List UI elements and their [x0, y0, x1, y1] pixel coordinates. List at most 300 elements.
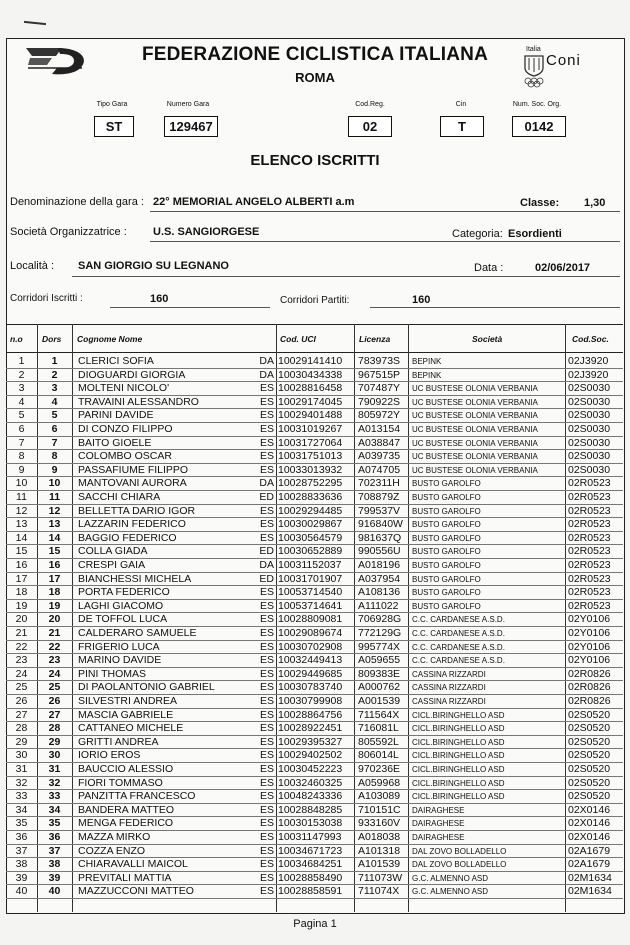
- societa-underline: [150, 241, 620, 242]
- row-team: BEPINK: [412, 370, 442, 380]
- row-team-code: 02S0030: [568, 409, 611, 422]
- row-uci-code: 10030434338: [278, 368, 343, 381]
- table-row: [6, 600, 623, 614]
- row-uci-code: 10030783740: [278, 681, 343, 694]
- row-dorsal: 5: [51, 409, 58, 422]
- row-team: CICL.BIRINGHELLO ASD: [412, 765, 505, 774]
- row-team-code: 02Y0106: [568, 654, 611, 667]
- row-license: 995774X: [358, 640, 401, 653]
- row-license: 799537V: [358, 504, 401, 517]
- table-row: [6, 695, 623, 709]
- table-row: [6, 654, 623, 668]
- row-team: C.C. CARDANESE A.S.D.: [412, 656, 505, 666]
- pen-mark: [24, 21, 46, 25]
- row-team: CICL.BIRINGHELLO ASD: [412, 778, 505, 788]
- row-uci-code: 10033013932: [278, 463, 343, 476]
- table-row: [6, 763, 623, 777]
- row-name: MENGA FEDERICO: [78, 817, 174, 830]
- row-team-code: 02R0523: [568, 518, 611, 531]
- row-name: CLERICI SOFIA: [78, 355, 154, 367]
- row-number: 4: [18, 395, 25, 408]
- row-number: 3: [18, 382, 25, 395]
- row-number: 11: [16, 491, 27, 503]
- row-dorsal: 10: [48, 477, 61, 490]
- row-team: BUSTO GAROLFO: [412, 561, 481, 570]
- row-team-code: 02J3920: [568, 368, 609, 381]
- row-category: ES: [259, 708, 274, 721]
- row-team-code: 02R0523: [568, 504, 611, 517]
- row-category: ES: [259, 763, 274, 775]
- row-license: 805972Y: [358, 409, 401, 422]
- cod-reg-box: 02: [348, 116, 392, 137]
- row-uci-code: 10029089674: [278, 627, 343, 639]
- row-category: ES: [259, 667, 274, 680]
- row-team: UC BUSTESE OLONIA VERBANIA: [412, 397, 538, 407]
- document-heading: ELENCO ISCRITTI: [250, 152, 380, 169]
- table-row: [6, 437, 623, 451]
- societa-label: Società Organizzatrice :: [10, 226, 127, 238]
- row-number: 19: [15, 599, 28, 612]
- row-license: 790922S: [358, 395, 401, 408]
- row-uci-code: 10031019267: [278, 423, 343, 435]
- row-dorsal: 22: [48, 640, 61, 653]
- table-row: [6, 681, 623, 695]
- row-team: DAL ZOVO BOLLADELLO: [412, 846, 507, 856]
- table-row: [6, 858, 623, 872]
- row-name: DIOGUARDI GIORGIA: [78, 368, 186, 381]
- row-uci-code: 10028833636: [278, 491, 343, 503]
- row-dorsal: 3: [51, 382, 58, 395]
- row-license: 707487Y: [358, 382, 401, 395]
- row-team: BEPINK: [412, 357, 442, 366]
- row-name: BAUCCIO ALESSIO: [78, 763, 174, 775]
- row-name: FIORI TOMMASO: [78, 776, 163, 789]
- row-team: C.C. CARDANESE A.S.D.: [412, 642, 505, 652]
- row-team-code: 02S0030: [568, 436, 611, 449]
- page-subtitle: ROMA: [295, 70, 335, 85]
- row-team-code: 02S0520: [568, 790, 611, 803]
- row-license: 702311H: [358, 477, 400, 490]
- categoria-value: Esordienti: [508, 228, 562, 240]
- row-category: ES: [259, 817, 274, 830]
- row-category: ES: [259, 831, 274, 843]
- row-license: A037954: [358, 572, 401, 585]
- row-category: ES: [259, 776, 274, 789]
- table-row: [6, 872, 623, 886]
- row-number: 40: [15, 885, 28, 898]
- row-name: PANZITTA FRANCESCO: [78, 790, 196, 803]
- row-number: 9: [18, 463, 25, 476]
- table-row: [6, 491, 623, 505]
- page-number: Pagina 1: [293, 918, 337, 930]
- row-name: DI PAOLANTONIO GABRIEL: [78, 681, 215, 694]
- table-row: [6, 613, 623, 627]
- row-category: ES: [259, 599, 274, 612]
- row-uci-code: 10031147993: [278, 831, 342, 843]
- cin-label: Cin: [455, 101, 467, 108]
- row-team: DAL ZOVO BOLLADELLO: [412, 860, 507, 870]
- denominazione-value: 22° MEMORIAL ANGELO ALBERTI a.m: [153, 196, 355, 208]
- row-number: 12: [15, 504, 28, 517]
- row-uci-code: 10028864756: [278, 708, 343, 721]
- table-row: [6, 532, 623, 546]
- row-license: A018196: [358, 559, 401, 571]
- col-header-name: Cognome Nome: [77, 334, 143, 344]
- row-team-code: 02M1634: [568, 871, 612, 884]
- row-category: DA: [259, 368, 274, 381]
- row-dorsal: 15: [48, 545, 61, 558]
- tipo-gara-box: ST: [94, 116, 134, 137]
- partiti-underline: [370, 307, 620, 308]
- row-dorsal: 11: [48, 491, 61, 503]
- row-category: ES: [259, 613, 274, 626]
- col-header-licenza: Licenza: [359, 334, 391, 344]
- row-number: 29: [15, 735, 28, 748]
- row-license: A018038: [358, 831, 401, 843]
- row-uci-code: 10028809081: [278, 613, 343, 626]
- row-license: A000762: [358, 681, 401, 694]
- row-uci-code: 10030652889: [278, 545, 343, 558]
- table-row: [6, 545, 623, 559]
- row-category: ES: [259, 885, 274, 898]
- row-number: 33: [15, 790, 28, 803]
- table-row: [6, 382, 623, 396]
- row-team-code: 02R0523: [568, 491, 611, 503]
- row-name: TRAVAINI ALESSANDRO: [78, 395, 199, 408]
- row-name: BANDERA MATTEO: [78, 803, 175, 816]
- row-license: A059968: [358, 776, 401, 789]
- row-dorsal: 9: [51, 463, 58, 476]
- row-team-code: 02S0520: [568, 763, 611, 775]
- row-uci-code: 10030702908: [278, 640, 343, 653]
- row-name: BAITO GIOELE: [78, 436, 152, 449]
- row-name: LAGHI GIACOMO: [78, 599, 164, 612]
- table-row: [6, 477, 623, 491]
- row-uci-code: 10028816458: [278, 382, 343, 395]
- row-name: MOLTENI NICOLO': [78, 382, 170, 395]
- row-name: PINI THOMAS: [78, 667, 147, 680]
- row-team-code: 02S0520: [568, 749, 611, 762]
- row-team-code: 02X0146: [568, 817, 611, 830]
- row-name: DI CONZO FILIPPO: [78, 423, 173, 435]
- row-license: A039735: [358, 450, 401, 463]
- row-license: A101539: [358, 858, 401, 871]
- table-row: [6, 518, 623, 532]
- page-title: FEDERAZIONE CICLISTICA ITALIANA: [141, 44, 489, 65]
- row-number: 25: [15, 681, 28, 694]
- row-number: 13: [15, 518, 28, 531]
- row-category: DA: [259, 559, 274, 571]
- table-row: [6, 749, 623, 763]
- table-row: [6, 355, 623, 369]
- row-team-code: 02R0826: [568, 695, 611, 707]
- row-dorsal: 30: [48, 749, 61, 762]
- row-dorsal: 23: [48, 654, 61, 667]
- col-header-uci: Cod. UCI: [280, 334, 316, 344]
- row-dorsal: 6: [51, 423, 58, 435]
- row-team-code: 02R0523: [568, 586, 611, 599]
- row-category: ES: [259, 463, 274, 476]
- row-category: ES: [259, 409, 274, 422]
- row-team-code: 02J3920: [568, 355, 609, 367]
- table-row: [6, 409, 623, 423]
- row-team-code: 02M1634: [568, 885, 612, 898]
- row-number: 26: [15, 695, 28, 707]
- row-team: BUSTO GAROLFO: [412, 533, 481, 543]
- row-category: ES: [259, 681, 274, 694]
- row-team: CASSINA RIZZARDI: [412, 669, 486, 679]
- row-name: PORTA FEDERICO: [78, 586, 170, 599]
- row-license: 967515P: [358, 368, 401, 381]
- row-name: SILVESTRI ANDREA: [78, 695, 178, 707]
- row-name: LAZZARIN FEDERICO: [78, 518, 186, 531]
- row-dorsal: 32: [48, 776, 61, 789]
- row-license: 711073W: [358, 871, 403, 884]
- row-license: 806014L: [358, 749, 399, 762]
- row-number: 18: [15, 586, 28, 599]
- row-number: 15: [15, 545, 28, 558]
- row-name: PASSAFIUME FILIPPO: [78, 463, 189, 476]
- row-uci-code: 10034671723: [278, 844, 343, 857]
- table-row: [6, 885, 623, 899]
- row-license: 783973S: [358, 355, 401, 367]
- row-dorsal: 8: [51, 450, 58, 463]
- row-number: 38: [15, 858, 28, 871]
- row-number: 1: [18, 355, 25, 367]
- row-license: A059655: [358, 654, 401, 667]
- row-dorsal: 38: [48, 858, 61, 871]
- row-team-code: 02S0030: [568, 423, 611, 435]
- row-dorsal: 4: [51, 395, 58, 408]
- localita-label: Località :: [10, 260, 55, 272]
- row-name: BIANCHESSI MICHELA: [78, 572, 192, 585]
- row-license: 990556U: [358, 545, 401, 558]
- row-license: 933160V: [358, 817, 401, 830]
- table-row: [6, 804, 623, 818]
- row-dorsal: 14: [48, 531, 61, 544]
- row-team-code: 02R0523: [568, 559, 611, 571]
- row-number: 14: [15, 531, 28, 544]
- row-name: PREVITALI MATTIA: [78, 871, 172, 884]
- row-uci-code: 10030153038: [278, 817, 343, 830]
- row-uci-code: 10028858490: [278, 871, 343, 884]
- row-uci-code: 10029294485: [278, 504, 343, 517]
- row-team: CASSINA RIZZARDI: [412, 697, 486, 706]
- denominazione-underline: [150, 211, 620, 212]
- row-license: A111022: [358, 599, 399, 612]
- row-number: 32: [15, 776, 28, 789]
- row-dorsal: 28: [48, 722, 61, 735]
- row-number: 24: [15, 667, 28, 680]
- row-category: ES: [259, 871, 274, 884]
- row-team: BUSTO GAROLFO: [412, 574, 481, 584]
- row-license: 708879Z: [358, 491, 400, 503]
- table-row: [6, 450, 623, 464]
- table-row: [6, 831, 623, 845]
- row-license: A108136: [358, 586, 401, 599]
- row-category: ES: [259, 858, 274, 871]
- row-name: COLOMBO OSCAR: [78, 450, 172, 463]
- row-dorsal: 33: [48, 790, 61, 803]
- row-license: 970236E: [358, 763, 401, 775]
- row-category: ES: [259, 382, 274, 395]
- table-row: [6, 722, 623, 736]
- row-category: ES: [259, 844, 274, 857]
- row-uci-code: 10029141410: [278, 355, 343, 367]
- row-uci-code: 10028922451: [278, 722, 343, 735]
- row-team: UC BUSTESE OLONIA VERBANIA: [412, 438, 538, 448]
- iscritti-value: 160: [150, 293, 169, 305]
- row-dorsal: 7: [51, 436, 58, 449]
- row-number: 2: [18, 368, 25, 381]
- row-name: CHIARAVALLI MAICOL: [78, 858, 188, 871]
- table-row: [6, 586, 623, 600]
- row-name: BELLETTA DARIO IGOR: [78, 504, 196, 517]
- row-team: UC BUSTESE OLONIA VERBANIA: [412, 452, 538, 462]
- row-team-code: 02X0146: [568, 831, 611, 843]
- row-category: ES: [259, 586, 274, 599]
- row-number: 22: [15, 640, 28, 653]
- row-team: BUSTO GAROLFO: [412, 506, 481, 516]
- coni-text: Coni: [546, 52, 581, 69]
- row-category: ES: [259, 722, 274, 735]
- table-row: [6, 845, 623, 859]
- classe-label: Classe:: [520, 197, 560, 209]
- row-dorsal: 34: [48, 803, 61, 816]
- table-row: [6, 736, 623, 750]
- row-team: DAIRAGHESE: [412, 819, 465, 829]
- row-category: ES: [259, 640, 274, 653]
- row-number: 20: [15, 613, 28, 626]
- localita-value: SAN GIORGIO SU LEGNANO: [78, 260, 229, 272]
- row-team-code: 02Y0106: [568, 627, 611, 639]
- row-number: 6: [18, 423, 25, 435]
- row-number: 21: [15, 627, 28, 639]
- iscritti-underline: [110, 307, 270, 308]
- row-license: A074705: [358, 463, 401, 476]
- row-number: 10: [15, 477, 28, 490]
- row-license: 706928G: [358, 613, 402, 626]
- row-dorsal: 25: [48, 681, 61, 694]
- row-team-code: 02R0826: [568, 667, 611, 680]
- row-category: ES: [259, 423, 274, 435]
- row-name: CALDERARO SAMUELE: [78, 627, 197, 639]
- row-number: 39: [15, 871, 28, 884]
- row-license: A103089: [358, 790, 401, 803]
- row-team: BUSTO GAROLFO: [412, 601, 481, 611]
- row-license: A001539: [358, 695, 401, 707]
- row-number: 27: [15, 708, 28, 721]
- localita-underline: [72, 276, 620, 277]
- row-dorsal: 1: [51, 355, 58, 367]
- cod-reg-label: Cod.Reg.: [355, 101, 385, 108]
- row-category: ES: [259, 504, 274, 517]
- row-team-code: 02R0523: [568, 545, 611, 558]
- row-license: 772129G: [358, 627, 402, 639]
- classe-value: 1,30: [584, 197, 606, 209]
- table-row: [6, 396, 623, 410]
- row-uci-code: 10032449413: [278, 654, 343, 667]
- row-team: CICL.BIRINGHELLO ASD: [412, 710, 505, 720]
- row-number: 17: [15, 572, 28, 585]
- row-dorsal: 12: [48, 504, 61, 517]
- row-team-code: 02S0520: [568, 776, 611, 789]
- row-number: 37: [15, 844, 28, 857]
- row-team: UC BUSTESE OLONIA VERBANIA: [412, 411, 538, 421]
- col-header-codsoc: Cod.Soc.: [572, 334, 609, 344]
- row-team-code: 02S0030: [568, 382, 611, 395]
- col-header-num: n.o: [10, 334, 23, 344]
- row-category: ES: [259, 450, 274, 463]
- row-team: CICL.BIRINGHELLO ASD: [412, 751, 505, 761]
- row-number: 36: [15, 831, 28, 843]
- row-team-code: 02S0030: [568, 463, 611, 476]
- row-uci-code: 10029402502: [278, 749, 343, 762]
- row-team-code: 02R0523: [568, 572, 611, 585]
- row-name: CRESPI GAIA: [78, 559, 146, 571]
- row-dorsal: 29: [48, 735, 61, 748]
- row-uci-code: 10028858591: [278, 885, 343, 898]
- row-name: IORIO EROS: [78, 749, 141, 762]
- categoria-label: Categoria:: [452, 228, 503, 240]
- row-uci-code: 10028848285: [278, 803, 343, 816]
- row-uci-code: 10029395327: [278, 735, 343, 748]
- table-row: [6, 573, 623, 587]
- row-number: 7: [18, 436, 25, 449]
- row-category: ES: [259, 803, 274, 816]
- row-team: CICL.BIRINGHELLO ASD: [412, 737, 505, 747]
- table-row: [6, 777, 623, 791]
- row-team: BUSTO GAROLFO: [412, 520, 481, 530]
- row-dorsal: 19: [48, 599, 61, 612]
- numero-gara-box: 129467: [164, 116, 218, 137]
- row-team-code: 02R0523: [568, 531, 611, 544]
- row-category: ES: [259, 790, 274, 803]
- row-team: BUSTO GAROLFO: [412, 479, 481, 489]
- row-uci-code: 10028752295: [278, 477, 343, 490]
- row-category: ES: [259, 627, 274, 639]
- row-name: COZZA ENZO: [78, 844, 146, 857]
- coni-logo: [520, 46, 592, 92]
- coni-italia-text: Italia: [526, 46, 541, 53]
- row-number: 30: [15, 749, 28, 762]
- row-dorsal: 35: [48, 817, 61, 830]
- row-number: 16: [15, 559, 28, 571]
- row-name: GRITTI ANDREA: [78, 735, 159, 748]
- numero-gara-label: Numero Gara: [166, 101, 210, 108]
- row-uci-code: 10031701907: [278, 572, 343, 585]
- row-uci-code: 10034684251: [278, 858, 343, 871]
- row-category: ES: [259, 695, 274, 707]
- row-team-code: 02Y0106: [568, 613, 611, 626]
- row-uci-code: 10053714540: [278, 586, 343, 599]
- table-row: [6, 627, 623, 641]
- tipo-gara-label: Tipo Gara: [96, 101, 128, 108]
- row-name: MANTOVANI AURORA: [78, 477, 187, 490]
- row-category: ES: [259, 749, 274, 762]
- table-row: [6, 817, 623, 831]
- num-soc-label: Num. Soc. Org.: [512, 101, 562, 108]
- table-row: [6, 709, 623, 723]
- olympic-rings-icon: [522, 54, 546, 90]
- row-team-code: 02A1679: [568, 844, 611, 857]
- col-header-societa: Società: [472, 334, 503, 344]
- row-category: ES: [259, 654, 274, 667]
- row-category: ED: [259, 491, 274, 503]
- data-value: 02/06/2017: [535, 262, 591, 274]
- row-dorsal: 20: [48, 613, 61, 626]
- row-category: DA: [259, 355, 274, 367]
